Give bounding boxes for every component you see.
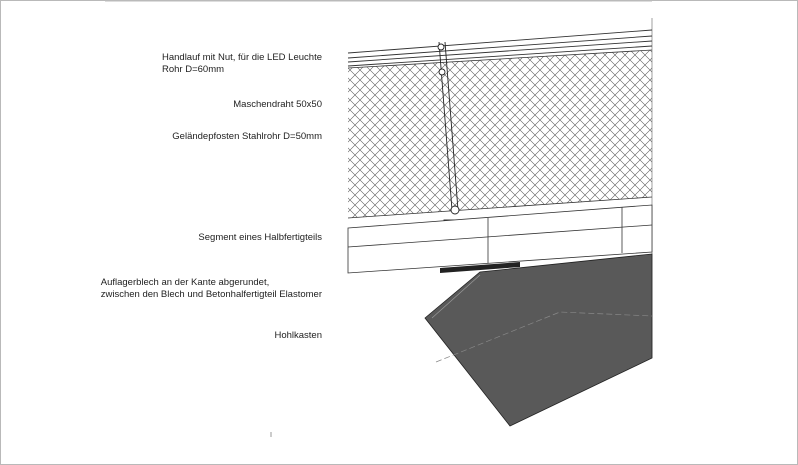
- label-handrail-line2: Rohr D=60mm: [161, 64, 225, 75]
- label-segment: Segment eines Halbfertigteils: [198, 232, 322, 243]
- label-mesh: Maschendraht 50x50: [233, 99, 322, 110]
- label-post: Geländepfosten Stahlrohr D=50mm: [172, 131, 322, 142]
- label-hohlkasten: Hohlkasten: [274, 330, 322, 341]
- label-bearing-line1: Auflagerblech an der Kante abgerundet,: [100, 277, 270, 288]
- label-handrail-line1: Handlauf mit Nut, für die LED Leuchte: [161, 52, 322, 63]
- wire-mesh: [340, 40, 660, 230]
- label-bearing-line2: zwischen den Blech und Betonhalfertigteil Elastomer: [100, 289, 322, 300]
- hohlkasten: [425, 254, 652, 426]
